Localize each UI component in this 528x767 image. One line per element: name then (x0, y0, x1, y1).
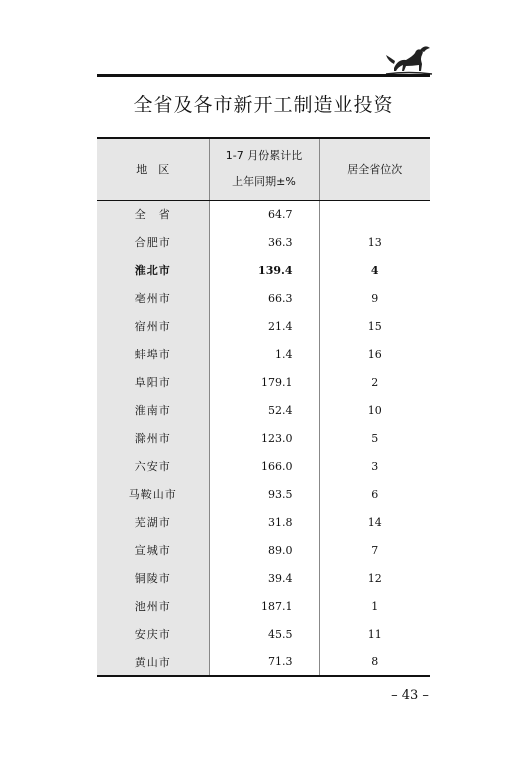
region-cell: 蚌埠市 (97, 340, 209, 368)
region-cell: 铜陵市 (97, 564, 209, 592)
value-cell: 166.0 (209, 452, 319, 480)
region-cell: 宣城市 (97, 536, 209, 564)
region-cell: 阜阳市 (97, 368, 209, 396)
header-rule (97, 74, 430, 77)
region-cell: 滁州市 (97, 424, 209, 452)
value-cell: 45.5 (209, 620, 319, 648)
table-row (97, 396, 430, 424)
value-cell: 179.1 (209, 368, 319, 396)
rank-cell: 12 (367, 571, 382, 585)
region-cell: 池州市 (97, 592, 209, 620)
table-row (97, 340, 430, 368)
table-row (97, 536, 430, 564)
table-row (97, 368, 430, 396)
rank-cell: 15 (367, 319, 382, 333)
region-cell: 安庆市 (97, 620, 209, 648)
value-cell: 71.3 (209, 648, 319, 676)
value-cell: 52.4 (209, 396, 319, 424)
value-cell: 89.0 (209, 536, 319, 564)
region-cell: 黄山市 (97, 648, 209, 676)
rank-cell: 5 (371, 431, 379, 445)
rank-cell: 14 (367, 515, 382, 529)
rank-cell: 2 (371, 375, 379, 389)
value-cell: 1.4 (209, 340, 319, 368)
table-row (97, 620, 430, 648)
table-row (97, 284, 430, 312)
region-cell: 淮南市 (97, 396, 209, 424)
value-cell: 39.4 (209, 564, 319, 592)
value-cell: 66.3 (209, 284, 319, 312)
table-row (97, 564, 430, 592)
table-body (97, 200, 430, 676)
value-cell: 36.3 (209, 228, 319, 256)
investment-table (97, 137, 430, 677)
header-value-line1: 1-7 月份累计比 (225, 149, 303, 163)
region-cell: 淮北市 (97, 256, 209, 284)
region-cell: 马鞍山市 (97, 480, 209, 508)
table-row (97, 200, 430, 228)
rank-cell: 3 (371, 459, 379, 473)
region-cell: 亳州市 (97, 284, 209, 312)
rank-cell: 4 (370, 263, 379, 277)
rank-cell: 7 (371, 543, 379, 557)
page-number: – 43 – (391, 688, 429, 703)
rank-cell: 10 (367, 403, 382, 417)
table-row (97, 312, 430, 340)
header-value-line2: 上年同期±% (232, 175, 296, 189)
rank-cell: 16 (367, 347, 382, 361)
table-row (97, 480, 430, 508)
horse-emblem-icon (384, 44, 434, 78)
value-cell: 31.8 (209, 508, 319, 536)
value-cell: 93.5 (209, 480, 319, 508)
table-header-row (97, 138, 430, 200)
rank-cell: 13 (367, 235, 382, 249)
region-cell: 六安市 (97, 452, 209, 480)
table-row (97, 452, 430, 480)
header-value (209, 138, 319, 200)
value-cell: 123.0 (209, 424, 319, 452)
rank-cell: 1 (371, 599, 379, 613)
value-cell: 21.4 (209, 312, 319, 340)
rank-cell: 11 (367, 627, 382, 641)
value-cell: 64.7 (209, 200, 319, 228)
value-cell: 139.4 (209, 256, 319, 284)
table-row (97, 592, 430, 620)
rank-cell (319, 200, 430, 228)
region-cell: 合肥市 (97, 228, 209, 256)
value-cell: 187.1 (209, 592, 319, 620)
rank-cell: 6 (371, 487, 379, 501)
table-row (97, 228, 430, 256)
rank-cell: 9 (371, 291, 379, 305)
region-cell: 芜湖市 (97, 508, 209, 536)
page-title: 全省及各市新开工制造业投资 (133, 94, 394, 116)
region-cell: 全 省 (97, 200, 209, 228)
table-row (97, 256, 430, 284)
rank-cell: 8 (371, 655, 379, 668)
table-row (97, 424, 430, 452)
header-rank: 居全省位次 (319, 138, 430, 200)
table-row (97, 648, 430, 676)
header-region: 地 区 (97, 138, 209, 200)
table-row (97, 508, 430, 536)
region-cell: 宿州市 (97, 312, 209, 340)
